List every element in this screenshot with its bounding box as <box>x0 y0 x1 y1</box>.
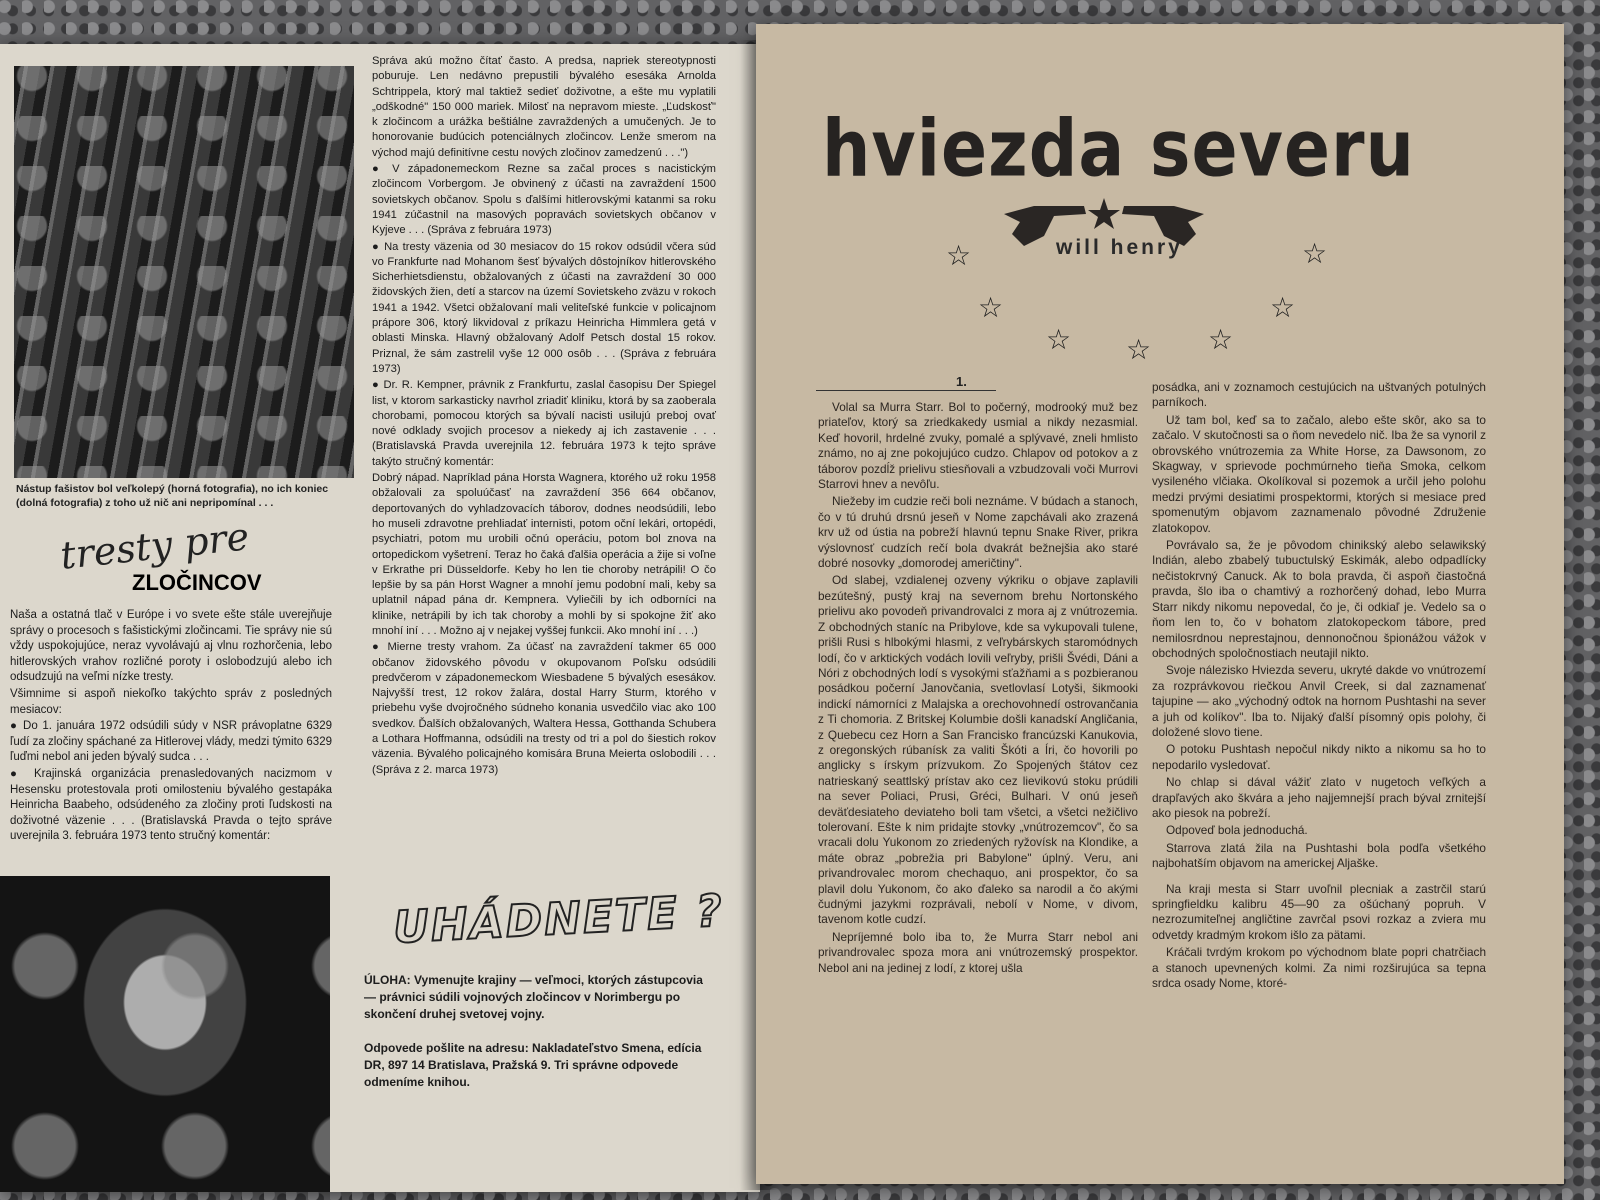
paragraph: ● Mierne tresty vrahom. Za účasť na zavraždení takmer 65 000 občanov židovského pôvodu v okupovanom Poľsku odsúdili predvčerom v západonemeckom Wiesbadene 5 bývalých esesákov. Najvyšší trest, 12 rokov žalára, dostal Harry Sturm, ktorého v priebehu vyše dvojročného súdneho konania usvedčilo viac ako 100 svedkov. Ďalších obžalovaných, Waltera Hessa, Gotthanda Schubera a Lothara Hoffmanna, odsúdili na tresty od tri a pol do šiestich rokov väzenia. Bývalého policajného komisára Bruna Meierta oslobodili . . . (Správa z 2. marca 1973) <box>372 641 716 776</box>
chapter-number: 1. <box>956 374 967 389</box>
paragraph: ● V západonemeckom Rezne sa začal proces s nacistickým zločincom Vorbergom. Je obvinený z účasti na zavraždení 1500 sovietskych občanov. Spolu s ďalšími hitlerovskými katanmi sa roku 1941 zúčastnil na masových popravách sovietskych občanov v Kyjeve . . . (Správa z februára 1973) <box>372 163 716 237</box>
prisoners-photo <box>0 876 330 1192</box>
paragraph: Od slabej, vzdialenej ozveny výkriku o objave zaplavili bezútešný, pustý kraj na severnom brehu Nortonského prielivu ako povodeň privandrovalci z mora aj z vnútrozemia. Z obchodných staníc na Pribylove, kde sa vykupovali tulene, prišli Rusi s hlbokými hlasmi, z veľrybárskych staromódnych lodí, čo v arktických vodách lovili veľryby, prišli Švédi, Dáni a Nóri z obchodných lodí s vysokými sťažňami a s pozbieranou posádkou počerní Janovčania, svetlovlasí Lotyši, šikmooki indickí námorníci z Malajska a orechovohnedí ostrovančania z Ti chomoria. Z Britskej Kolumbie došli kanadskí Angličania, z Quebecu cez Horn a San Francisko francúzski Kanukovia, z oregonských rúbanísk za valiti Škóti a Íri, čo hovorili po anglicky s írskym prízvukom. Zo Spojených štátov cez natrieskaný seattlský prístav ako cez lievikovú stoku prúdili na sever Poliaci, Prusi, Gréci, Bulhari. V onú jeseň deväťdesiateho deviateho boli tam všetci, a všetci nežičlivo tolerovaní. Ešte k nim pridajte stovky „vnútrozemcov", čo sa vracali dolu Yukonom zo zriedených ryžovísk na Klondike, a máte obraz „pobrežia pri Babylone" úplný. Veru, ani privandrovalec morom chechaquo, ani prospektor, čo sa plavil dolu Yukonom, čo ako ďaleko sa narodil a čo akými čudnými jazykmi rozprávali, nebolí v Nome, v divom, tavenom kotle cudzí. <box>818 573 1138 927</box>
paragraph: Kráčali tvrdým krokom po východnom blate popri chatrčiach a stanoch upevnených kolmi. Za nimi rozširujúca sa tepna srdca osady Nome, ktoré- <box>1152 945 1486 991</box>
quiz-title: UHÁDNETE ? <box>391 885 726 954</box>
paragraph: Povrávalo sa, že je pôvodom chinikský alebo selawikský Indián, alebo zbabelý tubuctulský Eskimák, alebo odpadlícky nečistokrvný Canuck. Ak to bola pravda, či aspoň čiastočná pravda, šlo iba o chamtivý a rozhorčený dohad, lebo Murra Starr nikdy nikomu nepovedal, čo je, či odkiaľ je. Vedelo sa o ňom len to, čo v bohatom zlatokopeckom tábore, pred nemilosrdnou neprestajnou, dennonočnou špionážou vážok v obchodných spoločnostiach neutajil nikto. <box>1152 538 1486 660</box>
paragraph: Odpoveď bola jednoduchá. <box>1166 823 1308 838</box>
paragraph: O potoku Pushtash nepočul nikdy nikto a nikomu sa ho to nepodarilo vysledovať. <box>1152 742 1486 772</box>
marching-soldiers-photo <box>14 66 354 478</box>
paragraph: ● Na tresty väzenia od 30 mesiacov do 15 rokov odsúdil včera súd vo Frankfurte nad Mohanom šesť bývalých dôstojníkov hitlerovského Sicherhietsdienstu, obžalovaných z účasti na zavraždení 30 000 židovských žien, detí a starcov na území Sovietskeho zväzu v rokoch 1941 a 1942. Všetci obžalovaní mali veliteľské funkcie v policajnom prápore 306, ktorý likvidoval z príkazu Heinricha Himmlera getá v oblasti Minska. Hlavný obžalovaný Adolf Petsch dostal 15 rokov. Priznal, že sám zastrelil vyše 12 000 osôb . . . (Správa z februára 1973) <box>372 240 716 375</box>
story-author: will henry <box>1056 236 1183 259</box>
paragraph: Niežeby im cudzie reči boli neznáme. V búdach a stanoch, čo v tú druhú drsnú jeseň v Nome zapchávali ako zrazená krv už od ústia na pobreží hlavnú tepnu Snake River, prikra výslovnosť cudzích rečí bola dvakrát bežnejšia ako staré dobré nosovky „domorodej američtiny". <box>818 494 1138 571</box>
quiz-task: ÚLOHA: Vymenujte krajiny — veľmoci, ktorých zástupcovia — právnici súdili vojnových zločincov v Norimbergu po skončení druhej svetovej vojny. <box>364 973 703 1021</box>
chapter-divider <box>816 390 996 391</box>
star-icon: ☆ <box>1302 238 1328 269</box>
paragraph: ● Dr. R. Kempner, právnik z Frankfurtu, zaslal časopisu Der Spiegel list, v ktorom sarkasticky navrhol zriadiť kliniku, ktorá by sa zaoberala chorobami, pomocou ktorých sa bývalí nacisti usilujú preboj ovať nové odklady svojich procesov a niekedy aj ich zastavenie . . . (Bratislavská Pravda uverejnila 12. februára 1973 k tejto správe takýto stručný komentár: <box>372 379 716 468</box>
paragraph: Svoje nálezisko Hviezda severu, ukryté dakde vo vnútrozemí za rozprávkovou riečkou Anvil Creek, si dal zaznamenať tajupine — ako „východný odtok na hornom Pushtashi na sever a juh od kolíkov". Iba to. Nijaký ďalší písomný opis polohy, či doložené slovo tiene. <box>1152 663 1486 739</box>
paragraph: Správa akú možno čítať často. A predsa, napriek stereotypnosti poburuje. Len nedávno prepustili bývalého esesáka Arnolda Schtrippela, ktorý mal taktiež sedieť doživotne, a ešte mu vyplatili „odškodné" 150 000 mariek. Milosť na nepravom mieste. „Ľudskosť" k zločincom a urážka beštiálne zavraždených a umučených. Je to honorovanie budúcich potenciálnych zločincov. Lenže smerom na východ majú definitívne cestu nových zločinov zamedzenú . . .") <box>372 55 716 159</box>
paragraph: Volal sa Murra Starr. Bol to počerný, modrooký muž bez priateľov, ktorý sa zriedkakedy usmial a nikdy nezasmial. Keď hovoril, hrdelné zvuky, pomalé a splývavé, zneli hmlisto známo, no aj zne pokojujúco cudzo. Chlapov od potokov a z táborov pozdĺž prielivu stiesňovali a vzbudzovali voči Murrovi Starrovi hnev a nevôľu. <box>818 400 1138 492</box>
paragraph: posádka, ani v zoznamoch cestujúcich na uštvaných potulných parníkoch. <box>1152 380 1486 410</box>
story-column-2 <box>1152 380 1486 993</box>
paragraph: ● Do 1. januára 1972 odsúdili súdy v NSR právoplatne 6329 ľudí za zločiny spáchané za Hitlerovej vlády, medzi týmito 6329 ľuďmi nebol ani jeden bývalý sudca . . . <box>10 720 332 764</box>
star-icon: ☆ <box>946 240 972 271</box>
paragraph: Všimnime si aspoň niekoľko takýchto správ z posledných mesiacov: <box>10 687 332 716</box>
star-icon: ☆ <box>1270 292 1296 323</box>
right-article-column <box>372 54 716 779</box>
story-column-1 <box>818 400 1138 978</box>
paragraph: Na kraji mesta si Starr uvoľnil plecniak a zastrčil starú springfieldku kalibru 45—90 za ošúchaný popruh. V nezrozumiteľnej angličtine zavrčal psovi rozkaz a zviera mu odvetdy kradmým krokom išlo za pätami. <box>1152 881 1486 942</box>
headline-script: tresty pre <box>58 514 252 578</box>
paragraph: Už tam bol, keď sa to začalo, alebo ešte skôr, ako sa to začalo. V skutočnosti sa o ňom nevedelo nič. Iba že sa vynoril z obrovského vnútrozemia za White Horse, za Dawsonom, zo Skagway, v sprievode pochmúrneho tieňa Smoka, celkom vysileného vlčiaka. Okolíkoval si pozemok a určil jeho polohu medzi prvými desiatimi prospektormi, ktorých si mesiace pred spomenutým objavom zaznamenalo pôvodné Združenie zlatokopov. <box>1152 412 1486 535</box>
quiz-address: Odpovede pošlite na adresu: Nakladateľstvo Smena, edícia DR, 897 14 Bratislava, Pražská 9. Tri správne odpovede odmeníme knihou. <box>364 1041 702 1089</box>
paragraph: Nepríjemné bolo iba to, že Murra Starr nebol ani privandrovalec spoza mora ani vnútrozemský prospektor. Nebol ani na jedinej z lodí, z ktorej ušla <box>818 929 1138 975</box>
star-icon: ☆ <box>1046 324 1072 355</box>
paragraph: No chlap si dával vážiť zlato v nugetoch veľkých a drapľavých ako škvára a jeho najjemnejší prach býval zrnitejší ako piesok na pobreží. <box>1152 775 1486 820</box>
headline-bold: ZLOČINCOV <box>132 570 262 595</box>
left-article-column <box>10 608 332 846</box>
paragraph: Starrova zlatá žila na Pushtashi bola podľa všetkého najbohatším objavom na americkej Aljaške. <box>1152 840 1486 871</box>
right-page <box>756 24 1564 1184</box>
paragraph: Naša a ostatná tlač v Európe i vo svete ešte stále uverejňuje správy o procesoch s fašistickými zločincami. Tie správy nie sú vždy uspokojujúce, neraz vyvolávajú aj vlnu rozhorčenia, lebo hitlerovských vrahov rozličné poroty i oslobodzujú alebo ich odsudzujú na veľmi nízke tresty. <box>10 609 332 684</box>
photo-caption: Nástup fašistov bol veľkolepý (horná fotografia), no ich koniec (dolná fotografia) z toho už nič ani nepripomínal . . . <box>16 483 329 509</box>
star-icon: ☆ <box>1126 334 1152 365</box>
star-icon: ☆ <box>978 292 1004 323</box>
paragraph: ● Krajinská organizácia prenasledovaných nacizmom v Hesensku protestovala proti omilosteniu bývalého gestapáka Heinricha Baabeho, odsúdeného za zločiny proti ľudskosti na doživotné väzenie . . . (Bratislavská Pravda o tejto správe uverejnila 3. februára 1973 tento stručný komentár: <box>10 767 332 843</box>
star-icon: ☆ <box>1208 324 1234 355</box>
paragraph: Dobrý nápad. Napríklad pána Horsta Wagnera, ktorého už roku 1958 obžalovali za spoluúčasť na zavraždení 356 664 občanov, deportovaných do vyhladzovacích táborov, dodnes neodsúdili, lebo ho museli zdravotne prehliadať internisti, potom oční lekári, ortopédi, psychiatri, potom mu urobili očnú operáciu, potom bol znova na ortopedickom vyšetrení. Teraz ho čaká ďalšia operácia a žije si voľne v Erkrathe pri Düsseldorfe. Keby ho len tie choroby netrápili! O čo lepšie by sa pán Horst Wagner a mnohí jemu podobní mali, keby sa uplatnil nápad pána dr. Kempnera. Vyliečili by ich odborníci na klinike, netrápili by ich tak choroby a mohli by si spokojne žiť ako mnohí iní . . . Možno aj v nejakej vyššej funkcii. Ako mnohí iní . . .) <box>372 472 716 637</box>
story-title: hviezda severu <box>822 104 1415 195</box>
left-page <box>0 44 760 1192</box>
